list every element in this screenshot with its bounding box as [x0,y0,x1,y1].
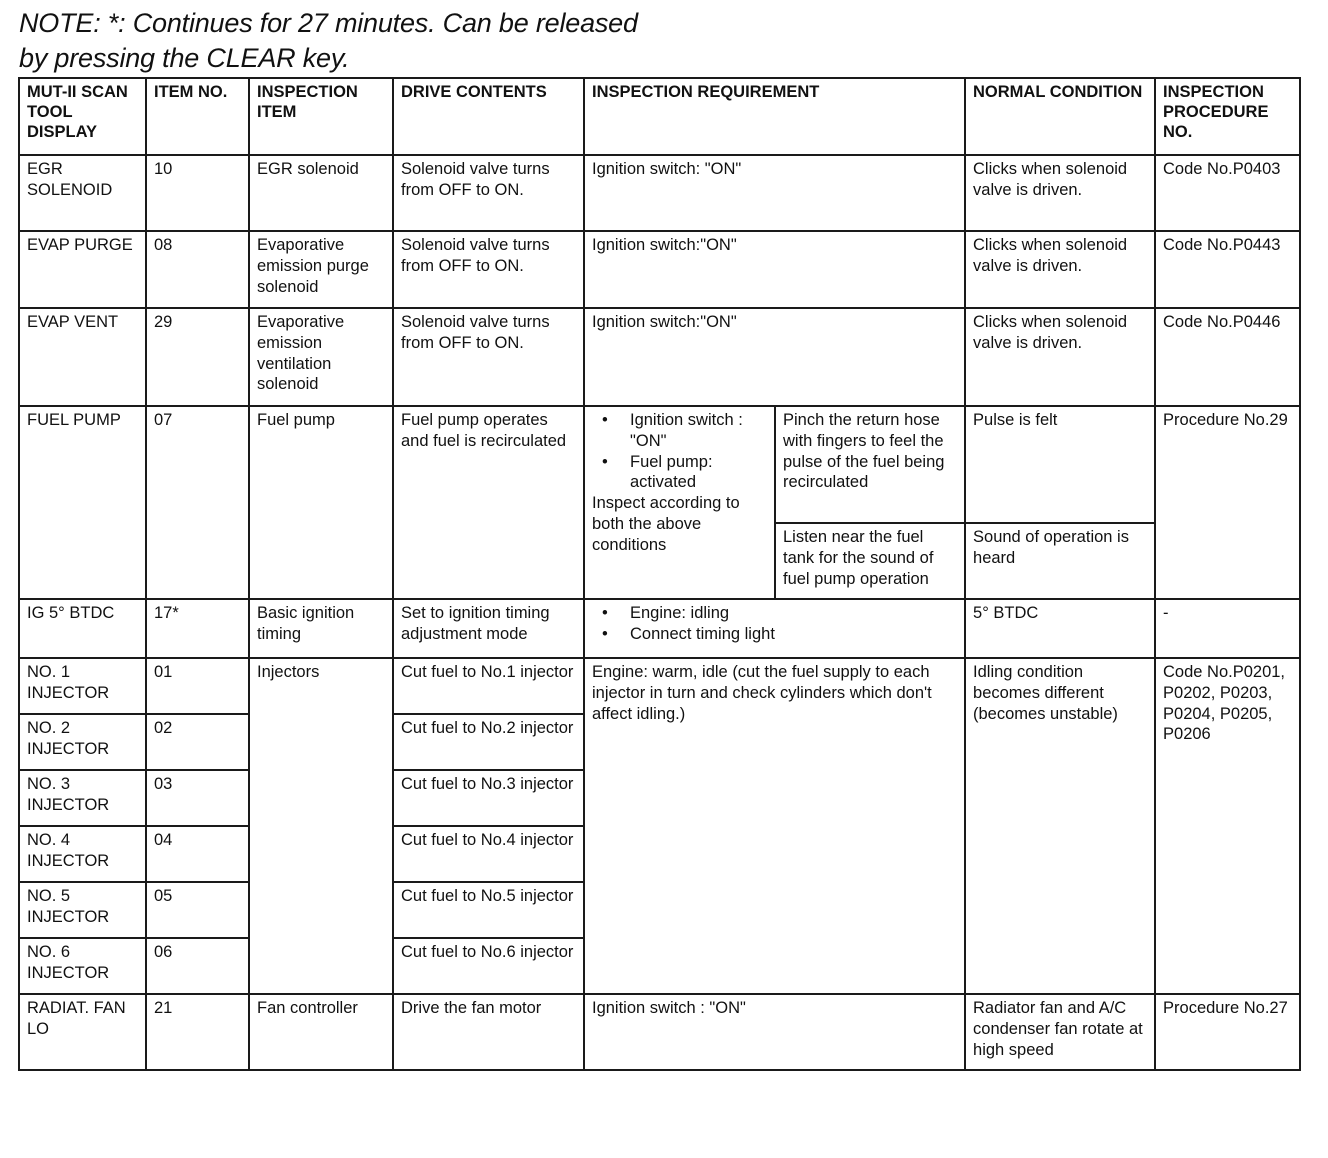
display-cell: NO. 5 INJECTOR [19,882,146,938]
table-row [19,155,1300,231]
item-no-cell: 02 [146,714,249,770]
normal-condition-cell: 5° BTDC [965,599,1155,658]
item-no-cell: 21 [146,994,249,1070]
table-row [19,231,1300,308]
table-row [19,994,1300,1070]
item-no-cell: 08 [146,231,249,308]
header-item-no: ITEM NO. [146,78,249,155]
inspection-item-cell: Basic ignition timing [249,599,393,658]
inspection-method-cell: Pinch the return hose with fingers to feel the pulse of the fuel being recirculated [775,406,965,523]
normal-condition-cell: Clicks when solenoid valve is driven. [965,231,1155,308]
normal-condition-cell: Radiator fan and A/C condenser fan rotate at high speed [965,994,1155,1070]
requirement-cell: Ignition switch:"ON" [584,231,965,308]
requirement-cell [584,599,965,658]
procedure-cell: Code No.P0443 [1155,231,1300,308]
display-cell: NO. 1 INJECTOR [19,658,146,714]
inspection-item-cell: Injectors [249,658,393,994]
table-row [19,308,1300,406]
table-row [19,599,1300,658]
header-inspection-requirement: INSPECTION REQUIREMENT [584,78,965,155]
display-cell: NO. 3 INJECTOR [19,770,146,826]
requirement-bullet-list [592,603,957,645]
table-row [19,406,1300,523]
item-no-cell: 01 [146,658,249,714]
drive-contents-cell: Cut fuel to No.4 injector [393,826,584,882]
drive-contents-cell: Cut fuel to No.3 injector [393,770,584,826]
normal-condition-cell: Pulse is felt [965,406,1155,523]
item-no-cell: 04 [146,826,249,882]
procedure-cell: - [1155,599,1300,658]
drive-contents-cell: Solenoid valve turns from OFF to ON. [393,308,584,406]
requirement-note: Inspect according to both the above conditions [592,494,740,554]
note-text [19,6,739,76]
display-cell: EVAP PURGE [19,231,146,308]
item-no-cell: 10 [146,155,249,231]
header-drive-contents: DRIVE CONTENTS [393,78,584,155]
requirement-cell: Ignition switch:"ON" [584,308,965,406]
display-cell: RADIAT. FAN LO [19,994,146,1070]
requirement-cell: Ignition switch: "ON" [584,155,965,231]
display-cell: IG 5° BTDC [19,599,146,658]
inspection-item-cell: Fan controller [249,994,393,1070]
display-cell: NO. 4 INJECTOR [19,826,146,882]
display-cell: NO. 6 INJECTOR [19,938,146,994]
normal-condition-cell: Sound of operation is heard [965,523,1155,599]
inspection-item-cell: Evaporative emission purge solenoid [249,231,393,308]
normal-condition-cell: Clicks when solenoid valve is driven. [965,155,1155,231]
requirement-bullet: • Connect timing light [592,624,957,645]
drive-contents-cell: Fuel pump operates and fuel is recirculated [393,406,584,599]
drive-contents-cell: Cut fuel to No.1 injector [393,658,584,714]
drive-contents-cell: Solenoid valve turns from OFF to ON. [393,155,584,231]
item-no-cell: 29 [146,308,249,406]
inspection-method-cell: Listen near the fuel tank for the sound of fuel pump operation [775,523,965,599]
procedure-cell: Code No.P0446 [1155,308,1300,406]
drive-contents-cell: Cut fuel to No.2 injector [393,714,584,770]
normal-condition-cell: Clicks when solenoid valve is driven. [965,308,1155,406]
header-display: MUT-II SCAN TOOL DISPLAY [19,78,146,155]
header-procedure-no: INSPECTION PROCEDURE NO. [1155,78,1300,155]
item-no-cell: 07 [146,406,249,599]
drive-contents-cell: Solenoid valve turns from OFF to ON. [393,231,584,308]
drive-contents-cell: Cut fuel to No.6 injector [393,938,584,994]
header-inspection-item: INSPECTION ITEM [249,78,393,155]
header-normal-condition: NORMAL CONDITION [965,78,1155,155]
item-no-cell: 03 [146,770,249,826]
requirement-cell: Engine: warm, idle (cut the fuel supply to each injector in turn and check cylinders which don't affect idling.) [584,658,965,994]
drive-contents-cell: Cut fuel to No.5 injector [393,882,584,938]
note-line-1: NOTE: *: Continues for 27 minutes. Can be released [19,8,638,38]
procedure-cell: Code No.P0201, P0202, P0203, P0204, P0205, P0206 [1155,658,1300,994]
inspection-item-cell: EGR solenoid [249,155,393,231]
item-no-cell: 06 [146,938,249,994]
display-cell: EVAP VENT [19,308,146,406]
display-cell: FUEL PUMP [19,406,146,599]
drive-contents-cell: Drive the fan motor [393,994,584,1070]
item-no-cell: 17* [146,599,249,658]
procedure-cell: Procedure No.27 [1155,994,1300,1070]
display-cell: EGR SOLENOID [19,155,146,231]
note-line-2: by pressing the CLEAR key. [19,43,350,73]
actuator-test-table [18,77,1301,1071]
requirement-bullet: • Engine: idling [592,603,957,624]
normal-condition-cell: Idling condition becomes different (becomes unstable) [965,658,1155,994]
table-header-row [19,78,1300,155]
table-row [19,658,1300,714]
inspection-item-cell: Evaporative emission ventilation solenoid [249,308,393,406]
requirement-bullet: • Fuel pump: activated [592,452,767,494]
procedure-cell: Procedure No.29 [1155,406,1300,599]
requirement-bullet: • Ignition switch : "ON" [592,410,767,452]
requirement-bullet-list [592,410,767,493]
display-cell: NO. 2 INJECTOR [19,714,146,770]
item-no-cell: 05 [146,882,249,938]
requirement-cell: Ignition switch : "ON" [584,994,965,1070]
drive-contents-cell: Set to ignition timing adjustment mode [393,599,584,658]
requirement-cell [584,406,775,599]
procedure-cell: Code No.P0403 [1155,155,1300,231]
inspection-item-cell: Fuel pump [249,406,393,599]
